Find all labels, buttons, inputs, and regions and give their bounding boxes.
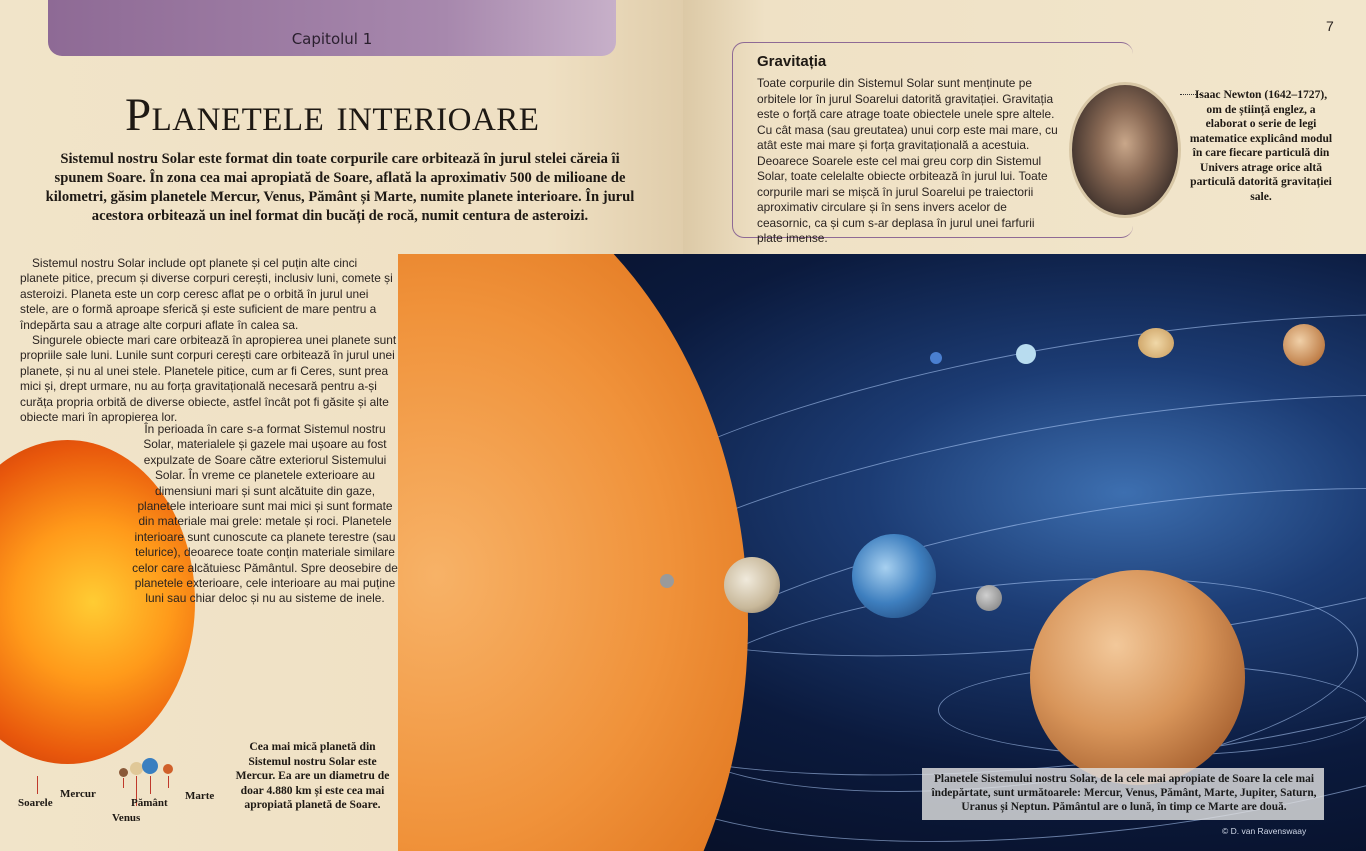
illustration-caption: Planetele Sistemului nostru Solar, de la cele mai apropiate de Soare la cele mai îndepărtate, sunt următoarele: Mercur, Venus, Pământ, Marte, Jupiter, Saturn, Uranus și Neptun. Pământul are o lună, în timp ce Marte are două.	[931, 773, 1317, 814]
chapter-label: Capitolul 1	[291, 30, 373, 48]
sun-illustration	[398, 254, 748, 851]
label-sun: Soarele	[18, 797, 53, 809]
earth-mini	[142, 758, 158, 774]
body-narrow-text: În perioada în care s-a format Sistemul nostru Solar, materialele și gazele mai ușoare au fost expulzate de Soare către exteriorul Sistemului Solar. În vreme ce planetele exterioare au dimensiuni mari și sunt alcătuite din gaze, planetele interioare sunt mai mici și sunt formate din materiale mai grele: metale și roci. Planetele interioare sunt cunoscute ca planete terestre (sau telurice), deoarece toate conțin materiale similare celor care alcătuiesc Pământul. Spre deosebire de planetele exterioare, cele interioare au mai puține luni sau chiar deloc și nu au sisteme de inele.	[132, 422, 398, 606]
body-text	[20, 256, 398, 425]
earth-planet	[852, 534, 936, 618]
body-paragraph: Singurele obiecte mari care orbitează în apropierea unei planete sunt propriile sale luni. Lunile sunt corpuri cerești care orbitează în jurul unei planete, și nu al unei stele. Planetele pitice, cum ar fi Ceres, sunt prea mici și, drept urmare, nu au forța gravitațională necesară pentru a-și curăța propria orbită de diverse obiecte, astfel încât pot fi găsite și alte obiecte mari în apropierea lor.	[20, 333, 397, 425]
arrow-earth	[150, 776, 151, 794]
venus-mini	[130, 762, 143, 775]
mercury-planet	[660, 574, 674, 588]
intro-paragraph: Sistemul nostru Solar este format din toate corpurile care orbitează în jurul stelei căreia îi spunem Soare. În zona cea mai apropiată de Soare, aflată la aproximativ 500 de milioane de kilometri, găsim planetele Mercur, Venus, Pământ și Marte, numite planete interioare. În jurul acestora orbitează un inel format din bucăți de rocă, numit centura de asteroizi.	[45, 151, 635, 224]
image-credit: © D. van Ravenswaay	[1222, 826, 1307, 836]
newton-portrait	[1069, 82, 1181, 218]
mercury-mini	[119, 768, 128, 777]
neptune-planet	[930, 352, 942, 364]
arrow-mercury	[123, 778, 124, 788]
uranus-planet	[1016, 344, 1036, 364]
newton-caption: Isaac Newton (1642–1727), om de știință englez, a elaborat o serie de legi matematice explicând modul în care fiecare particulă din Univers atrage orice altă particulă datorită gravitației sale.	[1189, 88, 1333, 203]
moon-planet	[976, 585, 1002, 611]
chapter-header	[48, 0, 616, 56]
label-venus: Venus	[112, 812, 141, 824]
arrow-sun	[37, 776, 38, 794]
label-earth: Pământ	[131, 797, 168, 809]
mercury-fact: Cea mai mică planetă din Sistemul nostru Solar este Mercur. Ea are un diametru de doar 4.880 km și este cea mai apropiată planetă de Soare.	[235, 740, 390, 811]
gravity-title: Gravitația	[757, 53, 827, 70]
solar-system-illustration	[398, 254, 1366, 851]
saturn-planet	[1138, 328, 1174, 358]
body-paragraph: Sistemul nostru Solar include opt planete și cel puțin alte cinci planete pitice, precum și diverse corpuri cerești, inclusiv luni, comete și asteroizi. Planeta este un corp ceresc aflat pe o orbită în jurul unei stele, are o formă aproape sferică și este suficient de mare pentru a îndepărta sau a atrage alte corpuri aflate în calea sa.	[20, 256, 393, 332]
label-mercury: Mercur	[60, 788, 96, 800]
arrow-mars	[168, 776, 169, 788]
jupiter-planet	[1283, 324, 1325, 366]
page-title: Planetele interioare	[125, 89, 540, 141]
label-mars: Marte	[185, 790, 215, 802]
venus-planet	[724, 557, 780, 613]
page-number: 7	[1326, 18, 1334, 34]
gravity-text: Toate corpurile din Sistemul Solar sunt menținute pe orbitele lor în jurul Soarelui datorită gravitației. Gravitația este o forță care atrage toate obiectele unele spre altele. Cu cât masa (sau greutatea) unui corp este mai mare, cu atât este mai mare și forța gravitațională a acestuia. Deoarece Soarele este cel mai greu corp din Sistemul Solar, toate celelalte obiecte orbitează în jurul lui. Toate corpurile mari se mișcă în jurul Soarelui pe traiectorii aproximativ circulare și în sens invers acelor de ceasornic, ca și cum s-ar deplasa în jurul unei farfurii plate imense.	[757, 76, 1058, 245]
mars-planet	[1030, 570, 1245, 785]
mars-mini	[163, 764, 173, 774]
